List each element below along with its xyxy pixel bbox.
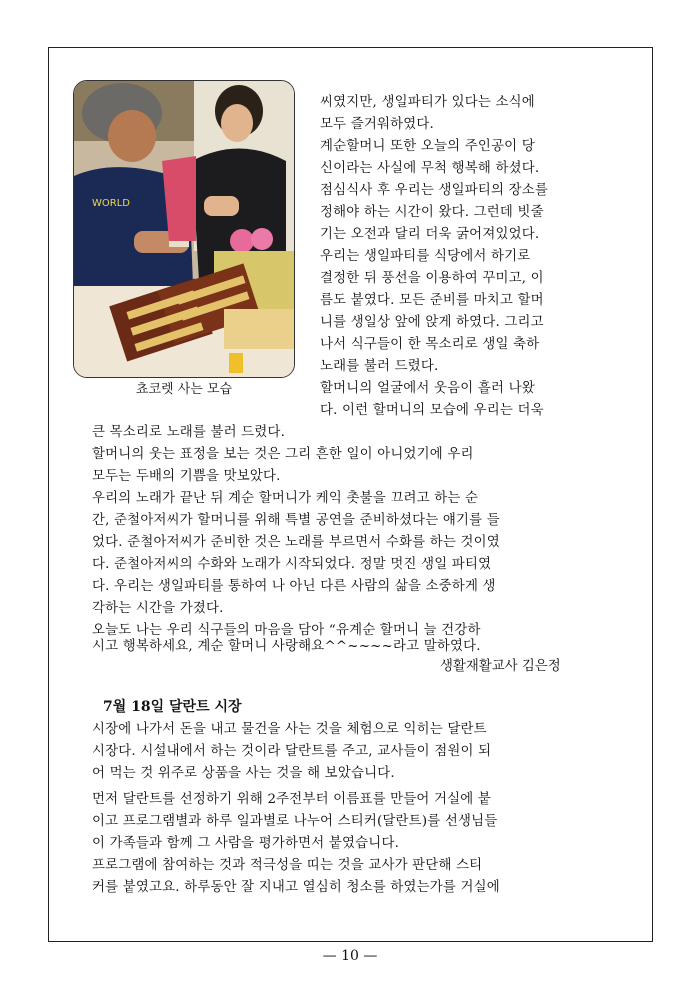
paragraph-line: 시고 행복하세요, 계순 할머니 사랑해요^^~~~~라고 말하였다. bbox=[92, 639, 481, 654]
section-line: 프로그램에 참여하는 것과 적극성을 띠는 것을 교사가 판단해 스티 bbox=[92, 858, 483, 873]
paragraph-line: 오늘도 나는 우리 식구들의 마음을 담아 “유계순 할머니 늘 건강하 bbox=[92, 623, 481, 638]
page-number: — 10 — bbox=[322, 948, 378, 964]
section-line: 먼저 달란트를 선정하기 위해 2주전부터 이름표를 만들어 거실에 붙 bbox=[92, 792, 492, 807]
paragraph-line: 노래를 불러 드렸다. bbox=[320, 359, 439, 374]
photo-illustration bbox=[74, 81, 295, 378]
section-line: 어 먹는 것 위주로 상품을 사는 것을 해 보았습니다. bbox=[92, 766, 395, 781]
paragraph-line: 신이라는 사실에 무척 행복해 하셨다. bbox=[320, 161, 540, 176]
section-line: 커를 붙였고요. 하루동안 잘 지내고 열심히 청소를 하였는가를 거실에 bbox=[92, 880, 500, 895]
paragraph-line: 모두 즐거워하였다. bbox=[320, 117, 434, 132]
paragraph-line: 씨였지만, 생일파티가 있다는 소식에 bbox=[320, 95, 535, 110]
section-line: 이고 프로그램별과 하루 일과별로 나누어 스티커(달란트)를 선생님들 bbox=[92, 814, 498, 829]
chocolate-shopping-photo bbox=[73, 80, 295, 378]
paragraph-line: 다. 이런 할머니의 모습에 우리는 더욱 bbox=[320, 403, 544, 418]
section-line: 시장에 나가서 돈을 내고 물건을 사는 것을 체험으로 익히는 달란트 bbox=[92, 722, 487, 737]
section-title: 7월 18일 달란트 시장 bbox=[103, 699, 242, 715]
paragraph-line: 정해야 하는 시간이 왔다. 그런데 빗줄 bbox=[320, 205, 544, 220]
photo-caption: 쵸코렛 사는 모습 bbox=[135, 382, 233, 397]
paragraph-line: 간, 준철아저씨가 할머니를 위해 특별 공연을 준비하셨다는 얘기를 들 bbox=[92, 513, 500, 528]
paragraph-line: 결정한 뒤 풍선을 이용하여 꾸미고, 이 bbox=[320, 271, 544, 286]
paragraph-line: 점심식사 후 우리는 생일파티의 장소를 bbox=[320, 183, 548, 198]
paragraph-line: 다. 우리는 생일파티를 통하여 나 아닌 다른 사람의 삶을 소중하게 생 bbox=[92, 579, 496, 594]
paragraph-line: 었다. 준철아저씨가 준비한 것은 노래를 부르면서 수화를 하는 것이였 bbox=[92, 535, 500, 550]
paragraph-line: 계순할머니 또한 오늘의 주인공이 당 bbox=[320, 139, 535, 154]
paragraph-line: 기는 오전과 달리 더욱 굵어져있었다. bbox=[320, 227, 540, 242]
svg-text:WORLD: WORLD bbox=[92, 198, 130, 209]
paragraph-line: 다. 준철아저씨의 수화와 노래가 시작되었다. 정말 멋진 생일 파티였 bbox=[92, 557, 492, 572]
paragraph-line: 우리의 노래가 끝난 뒤 계순 할머니가 케익 촛불을 끄려고 하는 순 bbox=[92, 491, 479, 506]
paragraph-line: 나서 식구들이 한 목소리로 생일 축하 bbox=[320, 337, 540, 352]
paragraph-line: 큰 목소리로 노래를 불러 드렸다. bbox=[92, 425, 286, 440]
paragraph-line: 할머니의 얼굴에서 웃음이 흘러 나왔 bbox=[320, 381, 535, 396]
paragraph-line: 각하는 시간을 가졌다. bbox=[92, 601, 224, 616]
paragraph-line: 니를 생일상 앞에 앉게 하였다. 그리고 bbox=[320, 315, 544, 330]
paragraph-line: 우리는 생일파티를 식당에서 하기로 bbox=[320, 249, 531, 264]
section-line: 이 가족들과 함께 그 사람을 평가하면서 붙였습니다. bbox=[92, 836, 400, 851]
paragraph-line: 할머니의 웃는 표정을 보는 것은 그리 흔한 일이 아니었기에 우리 bbox=[92, 447, 474, 462]
paragraph-line: 름도 붙였다. 모든 준비를 마치고 할머 bbox=[320, 293, 544, 308]
section-line: 시장다. 시설내에서 하는 것이라 달란트를 주고, 교사들이 점원이 되 bbox=[92, 744, 492, 759]
paragraph-line: 모두는 두배의 기쁨을 맛보았다. bbox=[92, 469, 281, 484]
author-signature: 생활재활교사 김은정 bbox=[440, 659, 561, 674]
